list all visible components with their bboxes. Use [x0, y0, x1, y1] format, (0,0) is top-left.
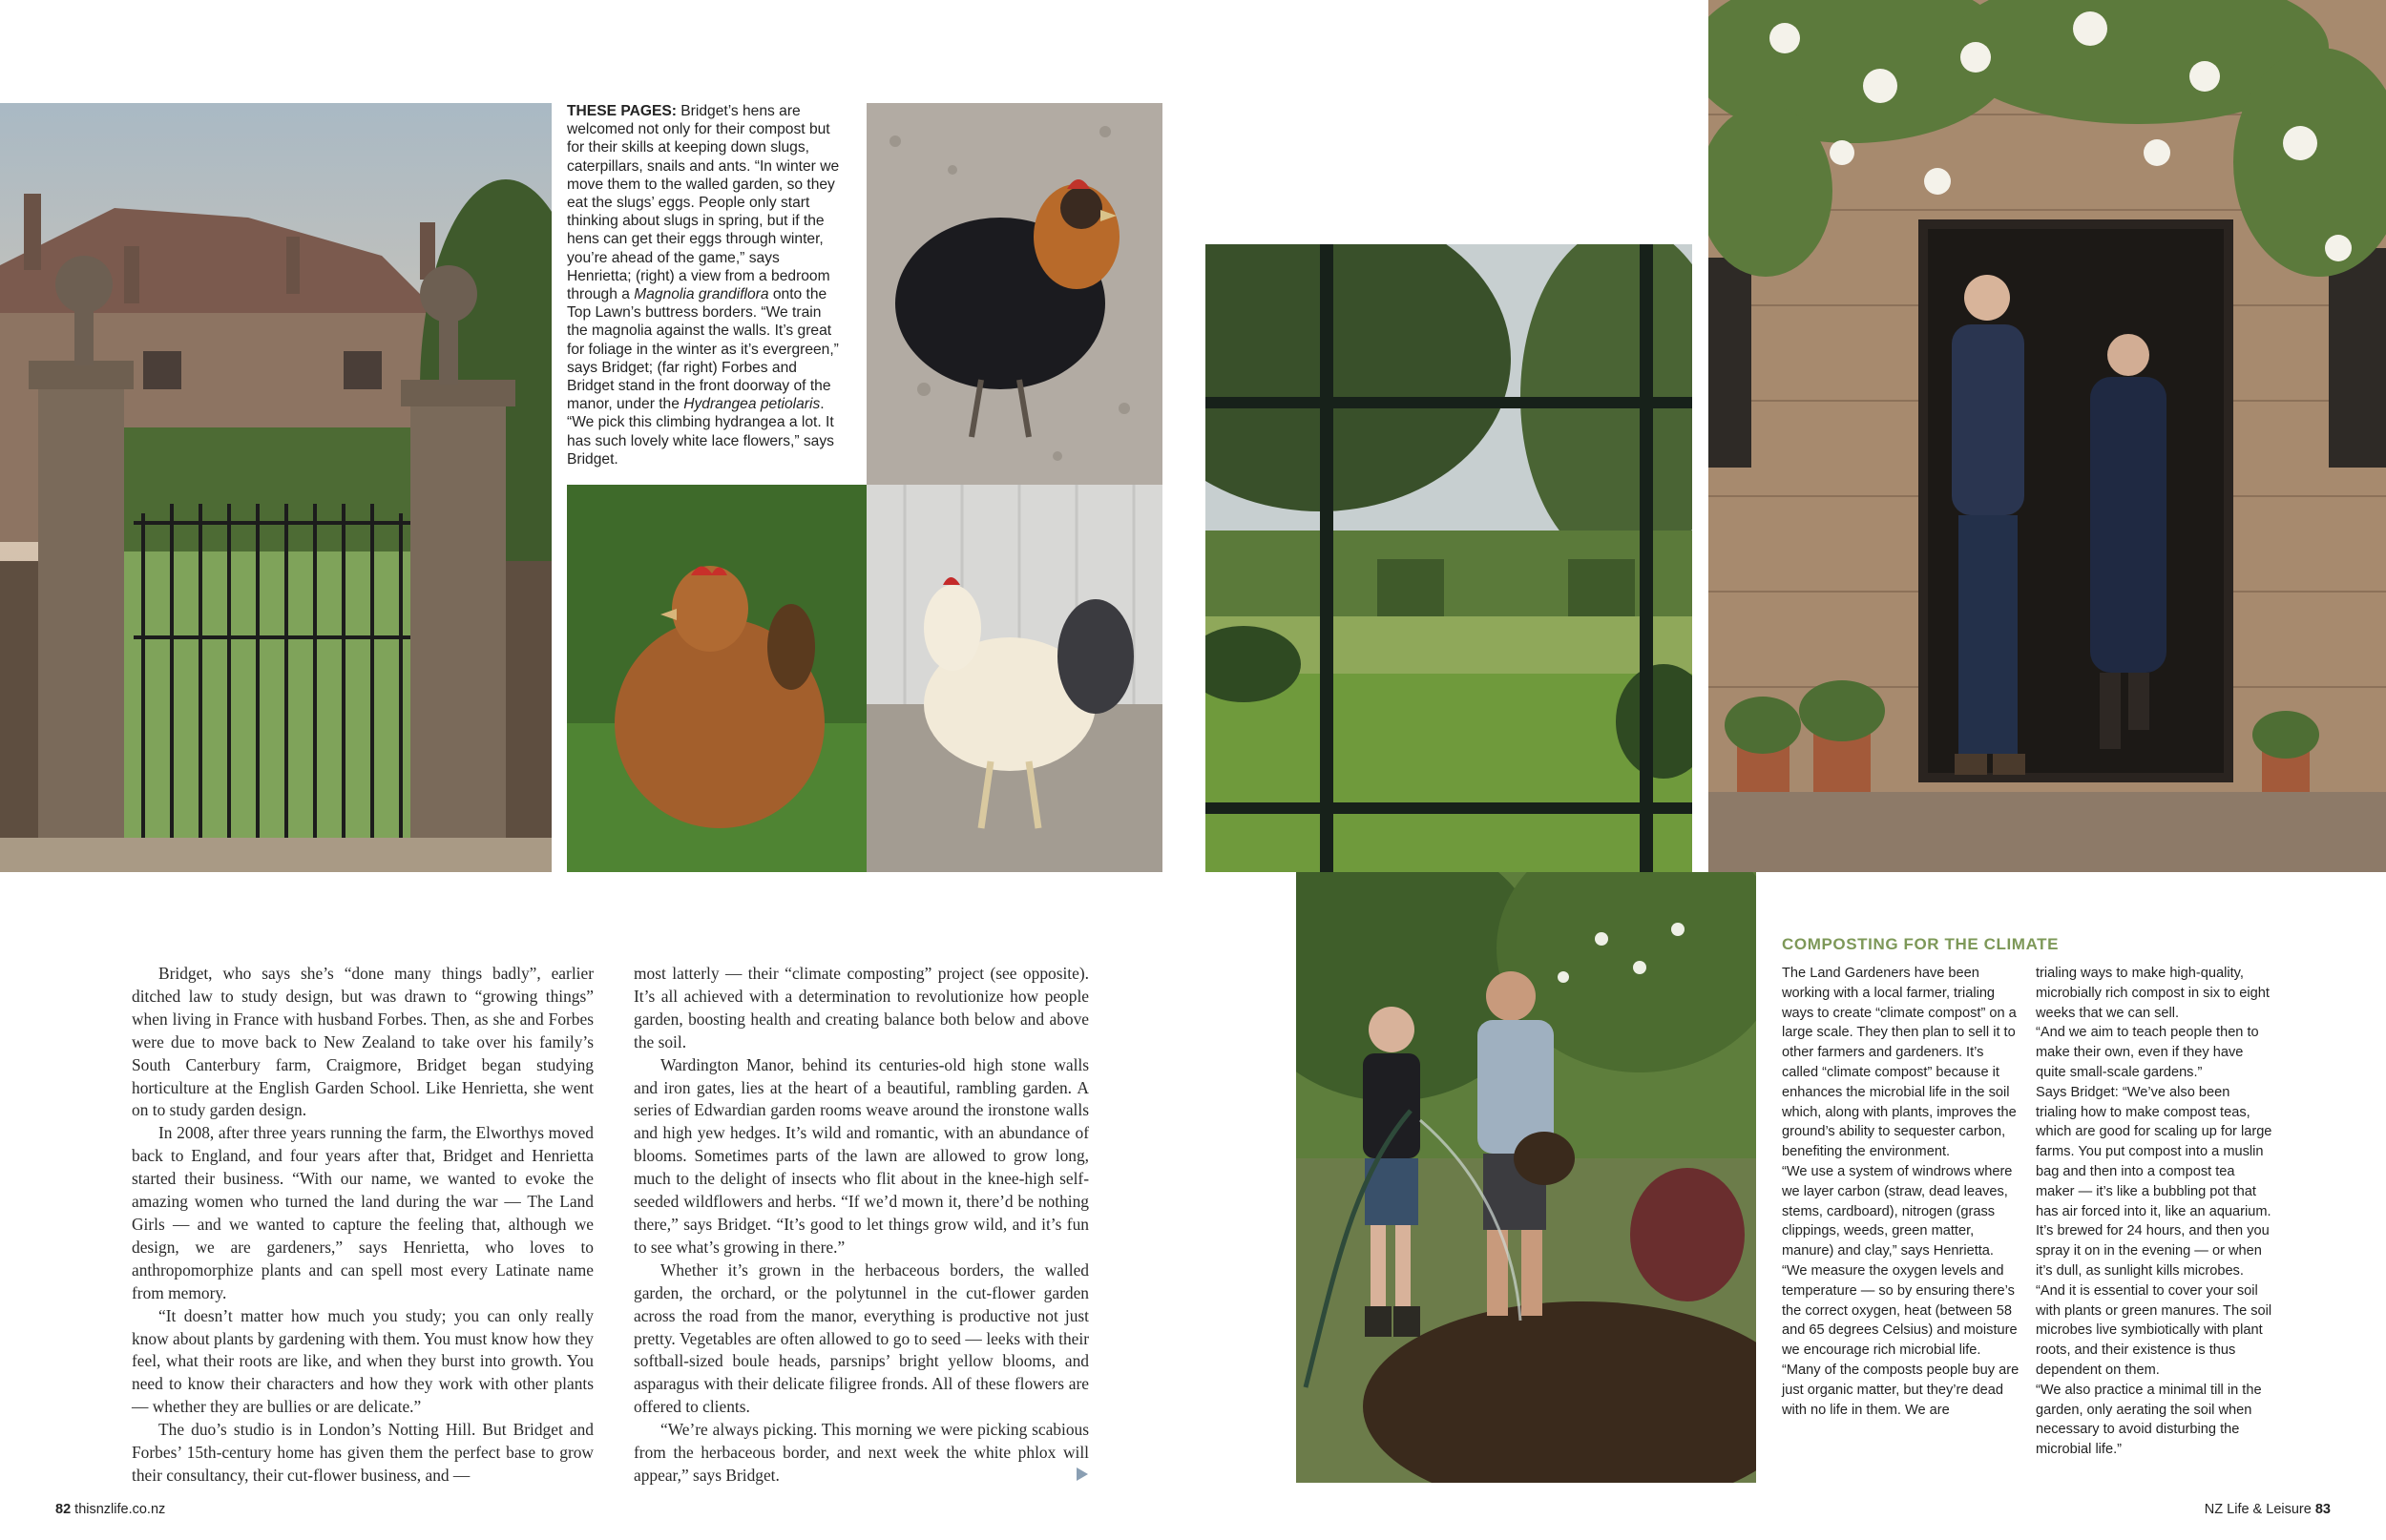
- doorway-couple-photo: [1708, 0, 2386, 872]
- body-column-1: [132, 963, 594, 1488]
- sidebar-paragraph: “And it is essential to cover your soil with plants or green manures. The soil microbes live symbiotically with plant roots, and their existence is thus dependent on them.: [2036, 1282, 2272, 1378]
- sidebar-column-1: [1782, 964, 2020, 1420]
- caption-label: THESE PAGES:: [567, 103, 677, 119]
- body-paragraph: most latterly — their “climate composting” project (see opposite). It’s all achieved with a determination to revolutionize how people garden, boosting health and creating balance both below and above the soil.: [634, 964, 1089, 1051]
- sidebar-paragraph: “We measure the oxygen levels and temperature — so by ensuring there’s the correct oxygen, heat (between 58 and 65 degrees Celsius) and moisture we encourage rich microbial life.: [1782, 1262, 2018, 1359]
- brown-hen-illustration: [567, 485, 867, 872]
- compost-photo: [1296, 872, 1756, 1483]
- doorway-couple-illustration: [1708, 0, 2386, 872]
- sidebar-heading: COMPOSTING FOR THE CLIMATE: [1782, 935, 2060, 953]
- body-column-2: [634, 963, 1089, 1488]
- body-paragraph: Bridget, who says she’s “done many things badly”, earlier ditched law to study design, but was drawn to “growing things” when living in France with husband Forbes. Then, as she and Forbes were due to move back to New Zealand to take over his family’s South Canterbury farm, Craigmore, Bridget began studying horticulture at the English Garden School. Like Henrietta, she went on to study garden design.: [132, 964, 594, 1120]
- sidebar-paragraph: “Many of the composts people buy are just organic matter, but they’re dead with no life in them. We are: [1782, 1362, 2020, 1418]
- page-number-left: 82: [55, 1502, 72, 1517]
- footer-right: [2205, 1502, 2331, 1517]
- continue-arrow-icon: [1077, 1467, 1088, 1481]
- sidebar-paragraph: trialing ways to make high-quality, microbially rich compost in six to eight weeks that we can sell.: [2036, 966, 2270, 1021]
- body-paragraph: In 2008, after three years running the farm, the Elworthys moved back to England, and four years after that, Bridget and Henrietta started their business. “With our name, we wanted to evoke the amazing women who turned the land during the war — The Land Girls — and we wanted to capture the feeling that, although we design, we are gardeners,” says Henrietta, who loves to anthropomorphize plants and can spell most every Latinate name from memory.: [132, 1123, 594, 1302]
- sidebar-paragraph: “We also practice a minimal till in the garden, only aerating the soil when necessary to avoid disturbing the microbial life.”: [2036, 1382, 2262, 1458]
- black-hen-photo: [867, 103, 1162, 485]
- manor-gate-illustration: [0, 103, 552, 872]
- white-rooster-photo: [867, 485, 1162, 872]
- sidebar-paragraph: Says Bridget: “We’ve also been trialing how to make compost teas, which are good for scaling up for large farms. You put compost into a muslin bag and then into a compost tea maker — it’s like a bubbling pot that has air forced into it, like an aquarium. It’s brewed for 24 hours, and then you spray it on in the evening — or when it’s dull, as sunlight kills microbes.: [2036, 1084, 2272, 1279]
- caption-italic-1: Magnolia grandiflora: [634, 286, 769, 303]
- page-number-right: 83: [2314, 1502, 2331, 1517]
- caption-text-3: . “We pick this climbing hydrangea a lot. It has such lovely white lace flowers,” says Bridget.: [567, 396, 834, 468]
- window-view-illustration: [1205, 244, 1692, 872]
- body-paragraph: The duo’s studio is in London’s Notting Hill. But Bridget and Forbes’ 15th-century home has given them the perfect base to grow their consultancy, their cut-flower business, and —: [132, 1420, 594, 1485]
- footer-magazine-title: NZ Life & Leisure: [2204, 1502, 2312, 1517]
- sidebar-paragraph: “And we aim to teach people then to make their own, even if they have quite small-scale gardens.”: [2036, 1025, 2259, 1080]
- caption-italic-2: Hydrangea petiolaris: [683, 396, 821, 413]
- sidebar-paragraph: The Land Gardeners have been working with a local farmer, trialing ways to create “climate compost” on a large scale. They then plan to sell it to other farmers and gardeners. It’s called “climate compost” because it enhances the microbial life in the soil which, along with plants, improves the ground’s ability to sequester carbon, benefiting the environment.: [1782, 966, 2017, 1160]
- white-rooster-illustration: [867, 485, 1162, 872]
- body-paragraph: Whether it’s grown in the herbaceous borders, the walled garden, the orchard, or the polytunnel in the cut-flower garden across the road from the manor, everything is productive not just pretty. Vegetables are often allowed to go to seed — leeks with their softball-sized boule heads, parsnips’ bright yellow blooms, and asparagus with their delicate filigree fronds. All of these flowers are offered to clients.: [634, 1259, 1089, 1417]
- photo-caption: [567, 102, 846, 468]
- caption-text-2: onto the Top Lawn’s buttress borders. “We train the magnolia against the walls. It’s great for foliage in the winter as it’s evergreen,” says Bridget; (far right) Forbes and Bridget stand in the front doorway of the manor, under the: [567, 286, 839, 413]
- body-paragraph: “It doesn’t matter how much you study; you can only really know about plants by gardening with them. You must know how they feel, what their roots are like, and when they burst into growth. You need to know their characters and how they work with other plants — whether they are bullies or are delicate.”: [132, 1305, 594, 1417]
- black-hen-illustration: [867, 103, 1162, 485]
- compost-illustration: [1296, 872, 1756, 1483]
- brown-hen-photo: [567, 485, 867, 872]
- footer-left: [55, 1502, 165, 1517]
- sidebar-column-2: [2036, 964, 2274, 1460]
- body-paragraph: “We’re always picking. This morning we were picking scabious from the herbaceous border, and next week the white phlox will appear,” says Bridget.: [634, 1420, 1089, 1485]
- window-view-photo: [1205, 244, 1692, 872]
- body-paragraph: Wardington Manor, behind its centuries-old high stone walls and iron gates, lies at the heart of a beautiful, rambling garden. A series of Edwardian garden rooms weave around the ironstone walls and high yew hedges. It’s wild and romantic, with an abundance of blooms. Sometimes parts of the lawn are allowed to grow long, much to the delight of insects who flit about in the knee-high self-seeded wildflowers and herbs. “If we’d mown it, there’d be nothing there,” says Bridget. “It’s good to let things grow wild, and it’s fun to see what’s growing in there.”: [634, 1054, 1089, 1257]
- caption-text-1: Bridget’s hens are welcomed not only for their compost but for their skills at keeping down slugs, caterpillars, snails and ants. “In winter we move them to the walled garden, so they eat the slugs’ eggs. People only start thinking about slugs in spring, but if the hens can get their eggs through winter, you’re ahead of the game,” says Henrietta; (right) a view from a bedroom through a: [567, 103, 840, 303]
- manor-gate-photo: [0, 103, 552, 872]
- sidebar-paragraph: “We use a system of windrows where we layer carbon (straw, dead leaves, stems, cardboard), nitrogen (grass clippings, weeds, green matter, manure) and clay,” says Henrietta.: [1782, 1163, 2013, 1259]
- footer-site: thisnzlife.co.nz: [74, 1502, 166, 1517]
